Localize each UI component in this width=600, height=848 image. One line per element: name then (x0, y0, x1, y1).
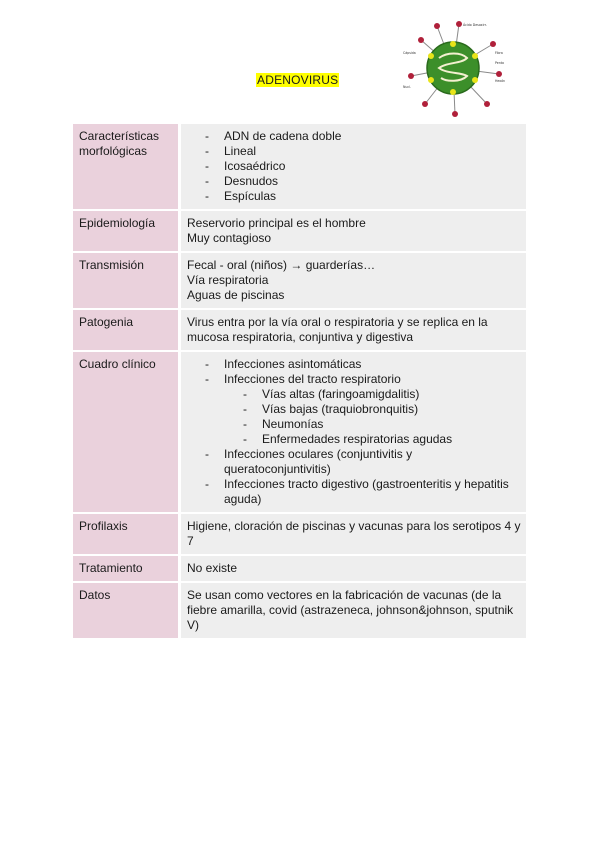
bullet-list (187, 129, 521, 204)
row-content (180, 582, 527, 639)
sub-list-item: - Neumonías (243, 417, 521, 432)
list-item (205, 129, 521, 144)
content-line: Fecal - oral (niños) → guarderías… (187, 258, 376, 272)
list-item-text: Espículas (224, 189, 277, 203)
row-label: Tratamiento (73, 555, 180, 582)
list-item-text: Desnudos (224, 174, 279, 188)
info-table (73, 124, 526, 640)
page-title: ADENOVIRUS (257, 73, 339, 87)
list-item-text: ADN de cadena doble (224, 129, 342, 143)
row-label: Cuadro clínico (73, 351, 180, 513)
content-line: Aguas de piscinas (187, 288, 285, 302)
table-row (73, 582, 526, 639)
row-content (180, 555, 527, 582)
list-item (205, 357, 521, 372)
row-content (180, 513, 527, 555)
row-label: Características morfológicas (73, 124, 180, 210)
list-item (205, 477, 521, 507)
table-row (73, 351, 526, 513)
list-item (205, 447, 521, 477)
list-item (205, 372, 521, 447)
content-line: No existe (187, 561, 238, 575)
figure-label-4: Cápsida (403, 51, 416, 55)
sub-list (224, 387, 521, 447)
list-item-text: Infecciones tracto digestivo (gastroenteritis y hepatitis aguda) (224, 477, 509, 506)
table-row (73, 124, 526, 210)
content-line: Vía respiratoria (187, 273, 269, 287)
sub-list-item: - Enfermedades respiratorias agudas (243, 432, 521, 447)
list-item (205, 174, 521, 189)
figure-label-2: Penta (495, 61, 504, 65)
row-label: Profilaxis (73, 513, 180, 555)
table-row (73, 210, 526, 252)
table-row (73, 513, 526, 555)
row-label: Epidemiología (73, 210, 180, 252)
table-row (73, 252, 526, 309)
row-content (180, 351, 527, 513)
row-label: Patogenia (73, 309, 180, 351)
list-item-text: Infecciones oculares (conjuntivitis y queratoconjuntivitis) (224, 447, 413, 476)
content-line: Virus entra por la vía oral o respiratoria y se replica en la mucosa respiratoria, conjuntiva y digestiva (187, 315, 488, 344)
row-content (180, 309, 527, 351)
row-label: Transmisión (73, 252, 180, 309)
content-line: Higiene, cloración de piscinas y vacunas para los serotipos 4 y 7 (187, 519, 521, 548)
figure-label-1: Fibra (495, 51, 503, 55)
list-item-text: Icosaédrico (224, 159, 286, 173)
content-line: Se usan como vectores en la fabricación de vacunas (de la fiebre amarilla, covid (astrazeneca, johnson&johnson, sputnik V) (187, 588, 514, 632)
list-item (205, 144, 521, 159)
row-label: Datos (73, 582, 180, 639)
figure-label-5: Nucl. (403, 85, 412, 89)
table-row (73, 555, 526, 582)
figure-label-3: Hexón (495, 79, 506, 83)
sub-list-item: - Vías bajas (traquiobronquitis) (243, 402, 521, 417)
bullet-list (187, 357, 521, 507)
row-content (180, 210, 527, 252)
figure-label-0: Ácido Desoxirr. (463, 23, 487, 27)
list-item-text: Infecciones asintomáticas (224, 357, 362, 371)
row-content (180, 252, 527, 309)
list-item-text: Infecciones del tracto respiratorio (224, 372, 401, 386)
list-item-text: Lineal (224, 144, 257, 158)
sub-list-item: - Vías altas (faringoamigdalitis) (243, 387, 521, 402)
title-block (256, 71, 339, 89)
content-line: Muy contagioso (187, 231, 272, 245)
row-content (180, 124, 527, 210)
content-line: Reservorio principal es el hombre (187, 216, 366, 230)
list-item (205, 189, 521, 204)
table-row (73, 309, 526, 351)
list-item (205, 159, 521, 174)
adenovirus-illustration (403, 18, 515, 118)
